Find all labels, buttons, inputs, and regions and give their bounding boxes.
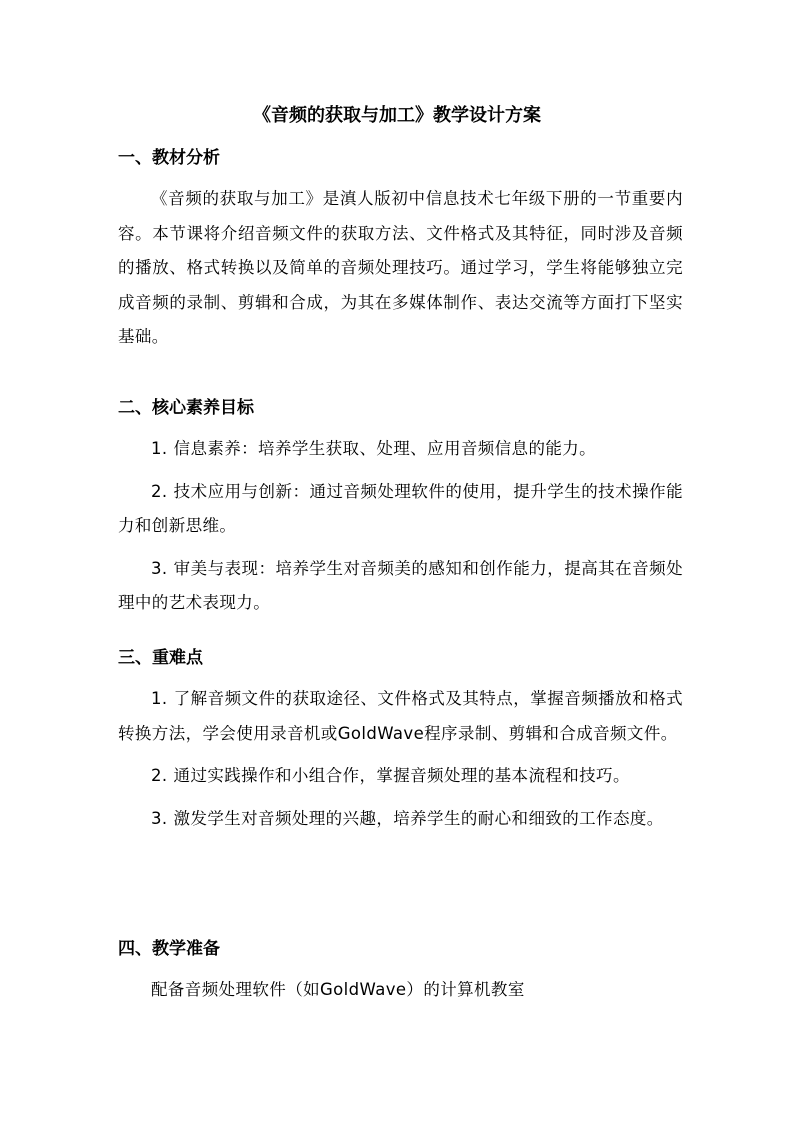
section-heading: 二、核心素养目标 <box>118 398 254 418</box>
item-text: 了解音频文件的获取途径、文件格式及其特点，掌握音频播放和格式转换方法，学会使用录音机或GoldWave程序录制、剪辑和合成音频文件。 <box>118 689 683 743</box>
section-heading: 三、重难点 <box>118 648 203 668</box>
document-title: 《音频的获取与加工》教学设计方案 <box>253 105 541 126</box>
list-item <box>118 432 683 467</box>
item-number: 1. <box>151 439 168 458</box>
item-number: 1. <box>151 689 168 708</box>
section-heading: 四、教学准备 <box>118 939 220 959</box>
item-text: 审美与表现：培养学生对音频美的感知和创作能力，提高其在音频处理中的艺术表现力。 <box>118 558 683 612</box>
section-paragraph: 配备音频处理软件（如GoldWave）的计算机教室 <box>151 980 525 999</box>
item-text: 技术应用与创新：通过音频处理软件的使用，提升学生的技术操作能力和创新思维。 <box>118 481 683 535</box>
list-item <box>118 552 683 621</box>
section-key-difficulties <box>118 646 683 836</box>
section-textbook-analysis <box>118 146 683 355</box>
section-core-literacy-goals <box>118 396 683 621</box>
list-item <box>118 682 683 751</box>
section-teaching-preparation <box>118 937 683 1008</box>
list-item <box>118 475 683 544</box>
item-number: 2. <box>151 481 168 501</box>
section-heading: 一、教材分析 <box>118 148 220 168</box>
item-number: 2. <box>151 766 168 785</box>
item-text: 通过实践操作和小组合作，掌握音频处理的基本流程和技巧。 <box>173 766 630 785</box>
list-item <box>118 759 683 794</box>
list-item <box>118 802 683 837</box>
section-paragraph: 《音频的获取与加工》是滇人版初中信息技术七年级下册的一节重要内容。本节课将介绍音频文件的获取方法、文件格式及其特征，同时涉及音频的播放、格式转换以及简单的音频处理技巧。通过学习，学生将能够独立完成音频的录制、剪辑和合成，为其在多媒体制作、表达交流等方面打下坚实基础。 <box>118 189 683 346</box>
item-number: 3. <box>151 808 168 828</box>
item-text: 激发学生对音频处理的兴趣，培养学生的耐心和细致的工作态度。 <box>173 808 664 828</box>
item-text: 信息素养：培养学生获取、处理、应用音频信息的能力。 <box>173 439 597 458</box>
item-number: 3. <box>151 558 168 578</box>
